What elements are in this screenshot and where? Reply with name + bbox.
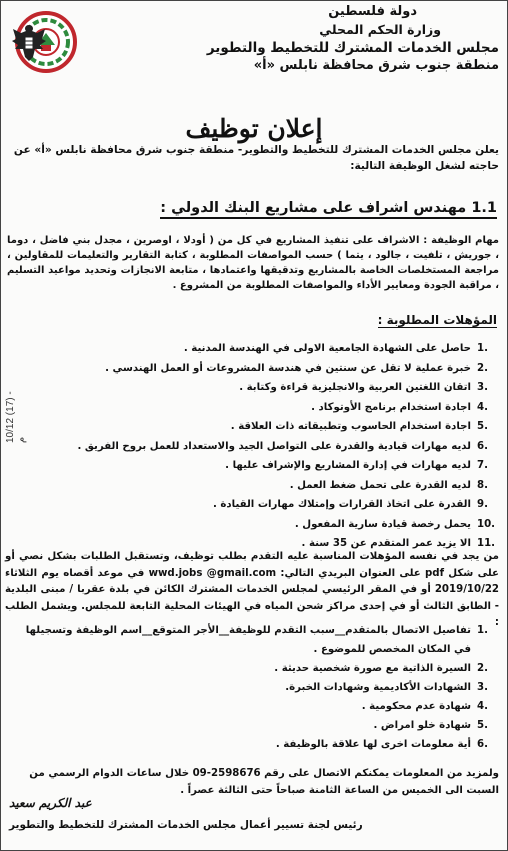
item-text: اتقان اللغتين العربية والانجليزية قراءة وكتابة . [239, 382, 471, 393]
item-text: يحمل رخصة قيادة سارية المفعول . [294, 518, 471, 530]
qualification-item [39, 398, 499, 418]
qualification-item [39, 515, 499, 535]
document-item [9, 697, 499, 716]
government-header [139, 3, 499, 75]
side-reference-code: 10/12 (17) - م [5, 391, 27, 443]
item-number: 4. [477, 401, 488, 413]
document-item [9, 659, 499, 678]
palestine-eagle-emblem-icon [11, 23, 47, 63]
item-text: شهادة خلو امراض . [373, 720, 471, 731]
item-text: أية معلومات اخرى لها علاقة بالوظيفة . [275, 739, 471, 750]
signoff-title: رئيس لجنة تسيير أعمال مجلس الخدمات المشترك للتخطيط والتطوير [9, 819, 363, 831]
item-text: اجادة استخدام الحاسوب وتطبيقاته ذات العلاقة . [230, 421, 471, 432]
item-text: شهادة عدم محكومية . [361, 701, 471, 712]
item-number: 5. [477, 720, 488, 731]
required-documents-list [9, 621, 499, 754]
signature: عبد الكريم سعيد [9, 796, 92, 810]
item-text: تفاصيل الاتصال بالمتقدم__سبب التقدم للوظيفة__الأجر المتوقع__اسم الوظيفة وتسجيلها في المكان المخصص للموضوع . [25, 625, 471, 655]
application-paragraph: من يجد في نفسه المؤهلات المناسبة عليه التقدم بطلب توظيف، وتستقبل الطلبات بشكل نصي أو على شكل pdf على العنوان البريدي التالي: wwd.jobs @gmail.com في موعد أقصاه يوم الثلاثاء 2019/10/22 أو في المقر الرئيسي لمجلس الخدمات المشترك الكائن في بلدة عقربا / مبنى البلدية - الطابق الثالث أو في إحدى مراكز شحن المياه في الهيئات المحلية التابعة للمجلس. ويشمل الطلب : [5, 551, 499, 628]
header-state: دولة فلسطين [328, 4, 417, 19]
header-ministry: وزارة الحكم المحلي [319, 22, 441, 37]
item-number: 4. [477, 701, 488, 712]
item-number: 8. [477, 479, 488, 491]
item-text: خبرة عملية لا تقل عن سنتين في هندسة المشروعات أو العمل الهندسي . [105, 362, 471, 374]
document-item [9, 678, 499, 697]
contact-paragraph: ولمزيد من المعلومات يمكنكم الاتصال على رقم 2598676-09 خلال ساعات الدوام الرسمي من السبت الى الخميس من الساعة الثامنة صباحاً حتى الثالثة عصراً . [29, 768, 499, 796]
item-number: 7. [477, 460, 488, 471]
qualification-item [39, 495, 499, 515]
qualification-item [39, 339, 499, 359]
item-text: اجادة استخدام برنامج الأوتوكاد . [311, 401, 471, 413]
announcement-title: إعلان توظيف [185, 114, 323, 143]
item-text: القدرة على اتخاذ القرارات وإمتلاك مهارات القيادة . [212, 499, 471, 510]
qualification-item [39, 378, 499, 398]
qualification-item [39, 456, 499, 476]
item-number: 9. [477, 499, 488, 510]
item-number: 2. [477, 663, 488, 674]
item-text: حاصل على الشهادة الجامعية الاولى في الهندسة المدنية . [183, 343, 471, 354]
qualifications-heading: المؤهلات المطلوبة : [377, 313, 497, 327]
item-text: لديه القدرة على تحمل ضغط العمل . [289, 479, 471, 491]
item-text: لديه مهارات قيادية والقدرة على التواصل الجيد والاستعداد للعمل بروح الفريق . [77, 440, 471, 452]
item-number: 3. [477, 682, 488, 693]
document-item [9, 716, 499, 735]
item-number: 1. [477, 343, 488, 354]
qualification-item [39, 476, 499, 496]
item-number: 6. [477, 440, 488, 452]
item-text: الشهادات الأكاديمية وشهادات الخبرة. [285, 682, 471, 693]
document-item [9, 735, 499, 754]
item-text: لديه مهارات في إدارة المشاريع والإشراف عليها . [225, 460, 471, 471]
header-council: مجلس الخدمات المشترك للتخطيط والتطوير [206, 40, 499, 56]
qualification-item [39, 437, 499, 457]
job-duties: مهام الوظيفة : الاشراف على تنفيذ المشاريع في كل من ( أودلا ، اوصرين ، مجدل بني فاضل ، دوما ، جوريش ، تلفيت ، جالود ، يتما ) حسب المواصفات المطلوبة ، كتابة التقارير والتعليمات للمقاولين ، مراجعة المستخلصات الخاصة بالمشاريع وتدقيقها واعتمادها ، متابعة الانجازات وتحديد مواعيد التسليم ، مراقبة الجودة ومعايير الأداء والمواصفات المطلوبة من المشروع . [7, 235, 499, 291]
intro-paragraph: يعلن مجلس الخدمات المشترك للتخطيط والتطوير- منطقة جنوب شرق محافظة نابلس «أ» عن حاجته لشغل الوظيفة التالية: [13, 144, 499, 172]
qualifications-list [39, 339, 499, 554]
item-number: 3. [477, 382, 488, 393]
item-text: السيرة الذاتية مع صورة شخصية حديثة . [274, 663, 471, 674]
qualification-item [39, 359, 499, 379]
item-number: 11. [477, 538, 496, 549]
header-region: منطقة جنوب شرق محافظة نابلس «أ» [253, 58, 499, 73]
item-number: 2. [477, 362, 488, 374]
item-number: 5. [477, 421, 488, 432]
document-item [9, 621, 499, 659]
item-text: الا يزيد عمر المتقدم عن 35 سنة . [301, 538, 471, 549]
job-title: 1.1 مهندس اشراف على مشاريع البنك الدولي : [160, 200, 497, 219]
qualification-item [39, 417, 499, 437]
item-number: 1. [477, 625, 488, 636]
item-number: 6. [477, 739, 488, 750]
item-number: 10. [477, 518, 496, 530]
